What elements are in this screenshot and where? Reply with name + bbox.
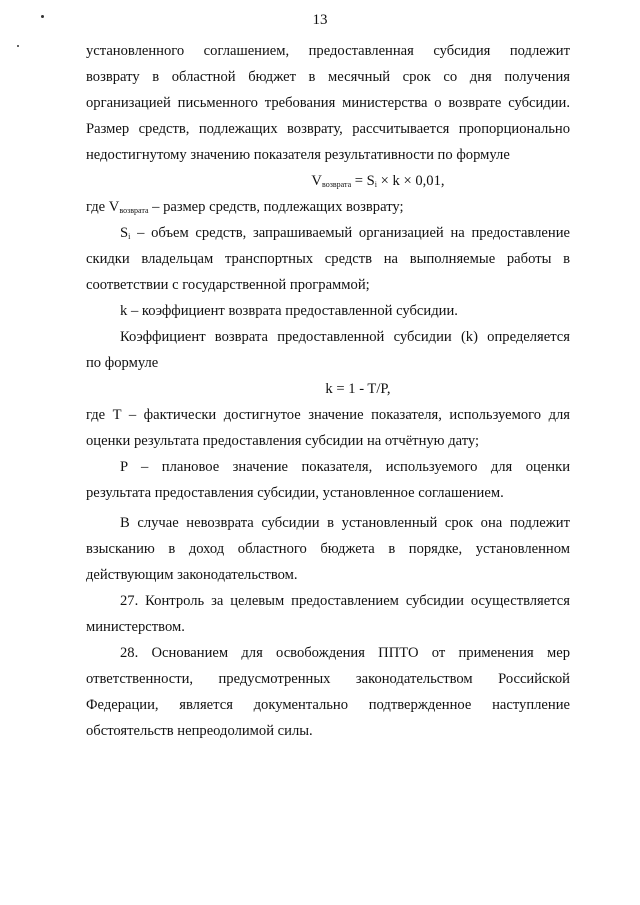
- body-line: организацией письменного требования министерства о возврате субсидии.: [86, 95, 570, 111]
- body-line: скидки владельцам транспортных средств на выполняемые работы в: [86, 251, 570, 267]
- body-line: оценки результата предоставления субсидии на отчётную дату;: [86, 433, 480, 449]
- formula-return-amount: [86, 168, 570, 194]
- formula-coefficient: k = 1 - T/P,: [325, 381, 391, 397]
- body-line: действующим законодательством.: [86, 567, 298, 583]
- clause-27: 27. Контроль за целевым предоставлением субсидии осуществляется: [120, 593, 570, 609]
- body-line: P – плановое значение показателя, используемого для оценки: [120, 459, 570, 475]
- body-line: взысканию в доход областного бюджета в порядке, установленном: [86, 541, 570, 557]
- definition-v: [86, 194, 570, 220]
- body-line: где T – фактически достигнутое значение показателя, используемого для: [86, 407, 570, 423]
- definition-text: – размер средств, подлежащих возврату;: [148, 199, 404, 215]
- body-line: установленного соглашением, предоставленная субсидия подлежит: [86, 43, 570, 59]
- definition-k: k – коэффициент возврата предоставленной субсидии.: [120, 303, 458, 319]
- body-line: Коэффициент возврата предоставленной субсидии (k) определяется: [120, 329, 570, 345]
- body-line: В случае невозврата субсидии в установленный срок она подлежит: [120, 515, 570, 531]
- body-line: Федерации, является документально подтвержденное наступление: [86, 697, 570, 713]
- definition-text: где V: [86, 199, 120, 215]
- formula-subscript: возврата: [321, 180, 352, 189]
- body-line: министерством.: [86, 619, 185, 635]
- definition-text: – объем средств, запрашиваемый организацией на предоставление: [130, 225, 570, 241]
- page-number: 13: [312, 12, 328, 28]
- scan-speck: [17, 45, 19, 47]
- formula-subscript: возврата: [119, 206, 149, 215]
- formula-subscript: i: [374, 180, 378, 189]
- body-line: соответствии с государственной программой;: [86, 277, 370, 293]
- formula-subscript: i: [128, 232, 131, 241]
- body-line: по формуле: [86, 355, 159, 371]
- formula-part: = S: [351, 173, 375, 189]
- definition-s: [86, 220, 570, 246]
- definition-symbol: S: [120, 225, 129, 241]
- formula-symbol: V: [311, 173, 322, 189]
- body-line: Размер средств, подлежащих возврату, рассчитывается пропорционально: [86, 121, 570, 137]
- body-line: недостигнутому значению показателя результативности по формуле: [86, 147, 510, 163]
- body-line: возврату в областной бюджет в месячный срок со дня получения: [86, 69, 570, 85]
- body-line: результата предоставления субсидии, установленное соглашением.: [86, 485, 504, 501]
- body-line: обстоятельств непреодолимой силы.: [86, 723, 313, 739]
- formula-part: × k × 0,01,: [377, 173, 445, 189]
- document-body: [86, 38, 570, 744]
- body-line: ответственности, предусмотренных законодательством Российской: [86, 671, 570, 687]
- clause-28: 28. Основанием для освобождения ППТО от применения мер: [120, 645, 570, 661]
